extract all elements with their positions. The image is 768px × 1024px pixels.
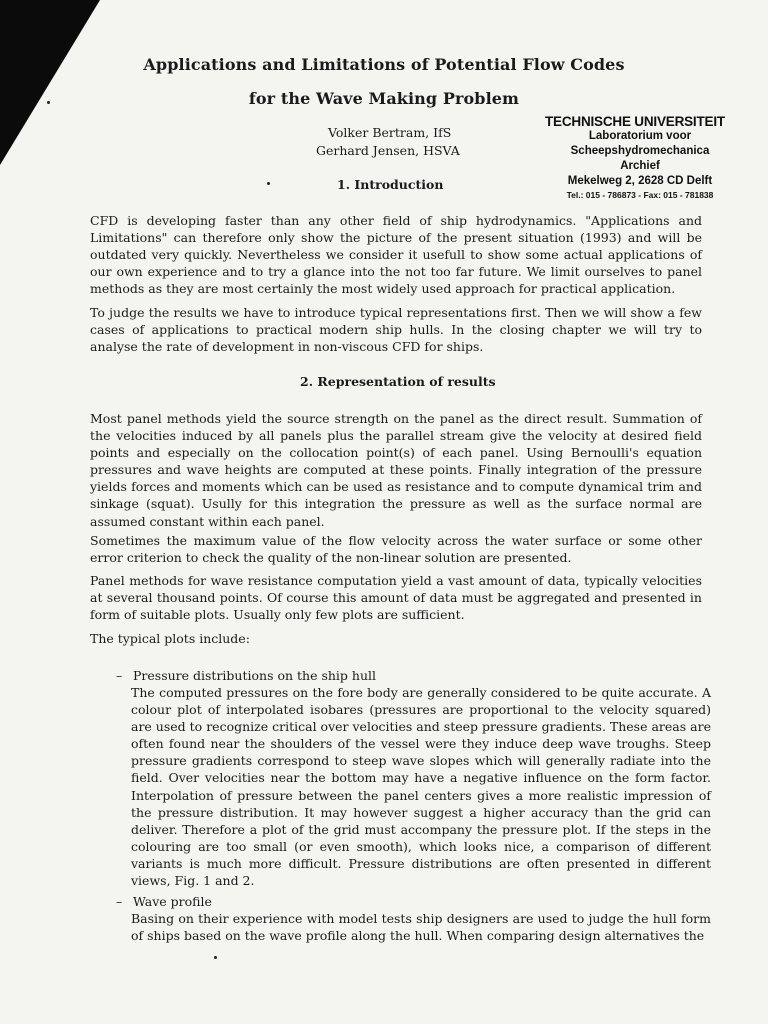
- paragraph: To judge the results we have to introduce typical representations first. Then we will show a few cases of applications to practical modern ship hulls. In the closing chapter we will try to analyse the rate of development in non-viscous CFD for ships.: [90, 305, 702, 355]
- stamp-contact: Tel.: 015 - 786873 - Fax: 015 - 781838: [566, 190, 714, 200]
- list-dash: –: [116, 668, 123, 683]
- stamp-lab: Laboratorium voor: [588, 130, 692, 142]
- list-item-body: The computed pressures on the fore body are generally considered to be quite accurate. A colour plot of interpolated isobares (pressures are proportional to the velocity squared) are used to recognize critical over velocities and steep pressure gradients. These areas are often found near the shoulders of the vessel were they induce deep wave troughs. Steep pressure gradients correspond to steep wave slopes which will generally radiate into the field. Over velocities near the bottom may have a negative influence on the form factor. Interpolation of pressure between the panel centers gives a more realistic impression of the pressure distribution. It may however suggest a higher accuracy than the grid can deliver. Therefore a plot of the grid must accompany the pressure plot. If the steps in the colouring are too small (or even smooth), which looks nice, a comparison of different variants is much more difficult. Pressure distributions are often presented in different views, Fig. 1 and 2.: [131, 685, 711, 889]
- section-heading-introduction: 1. Introduction: [337, 177, 444, 192]
- section-heading-representation: 2. Representation of results: [300, 374, 496, 389]
- paper-title-line-1: Applications and Limitations of Potential Flow Codes: [143, 55, 625, 74]
- stamp-archive: Archief: [620, 160, 660, 172]
- paper-title-line-2: for the Wave Making Problem: [248, 89, 520, 108]
- paragraph: Sometimes the maximum value of the flow velocity across the water surface or some other error criterion to check the quality of the non-linear solution are presented.: [90, 533, 702, 566]
- stamp-institution: TECHNISCHE UNIVERSITEIT: [545, 114, 725, 129]
- list-item-heading: Pressure distributions on the ship hull: [133, 668, 376, 683]
- author-block: [300, 124, 500, 160]
- list-dash: –: [116, 894, 123, 909]
- library-stamp: [545, 114, 735, 200]
- scan-speck: [214, 956, 217, 959]
- scan-speck: [267, 182, 270, 185]
- paragraph: The typical plots include:: [90, 631, 250, 646]
- paragraph: Panel methods for wave resistance computation yield a vast amount of data, typically velocities at several thousand points. Of course this amount of data must be aggregated and presented in form of suitable plots. Usually only few plots are sufficient.: [90, 573, 702, 623]
- scan-shadow-corner: [0, 0, 100, 165]
- author-name: Gerhard Jensen, HSVA: [316, 143, 460, 158]
- paragraph: CFD is developing faster than any other field of ship hydrodynamics. "Applications and Limitations" can therefore only show the picture of the present situation (1993) and will be outdated very quickly. Nevertheless we consider it usefull to show some actual applications of our own experience and to try a glance into the not too far future. We limit ourselves to panel methods as they are most certainly the most widely used approach for practical application.: [90, 213, 702, 297]
- paragraph: Most panel methods yield the source strength on the panel as the direct result. Summation of the velocities induced by all panels plus the parallel stream give the velocity at desired field points and especially on the collocation point(s) of each panel. Using Bernoulli's equation pressures and wave heights are computed at these points. Finally integration of the pressure yields forces and moments which can be used as resistance and to compute dynamical trim and sinkage (squat). Usully for this integration the pressure as well as the surface normal are assumed constant within each panel.: [90, 411, 702, 529]
- stamp-department: Scheepshydromechanica: [570, 145, 710, 157]
- list-item-heading: Wave profile: [133, 894, 212, 909]
- list-item-body: Basing on their experience with model tests ship designers are used to judge the hull form of ships based on the wave profile along the hull. When comparing design alternatives the: [131, 911, 711, 944]
- author-name: Volker Bertram, IfS: [328, 125, 452, 140]
- stamp-address: Mekelweg 2, 2628 CD Delft: [567, 175, 713, 187]
